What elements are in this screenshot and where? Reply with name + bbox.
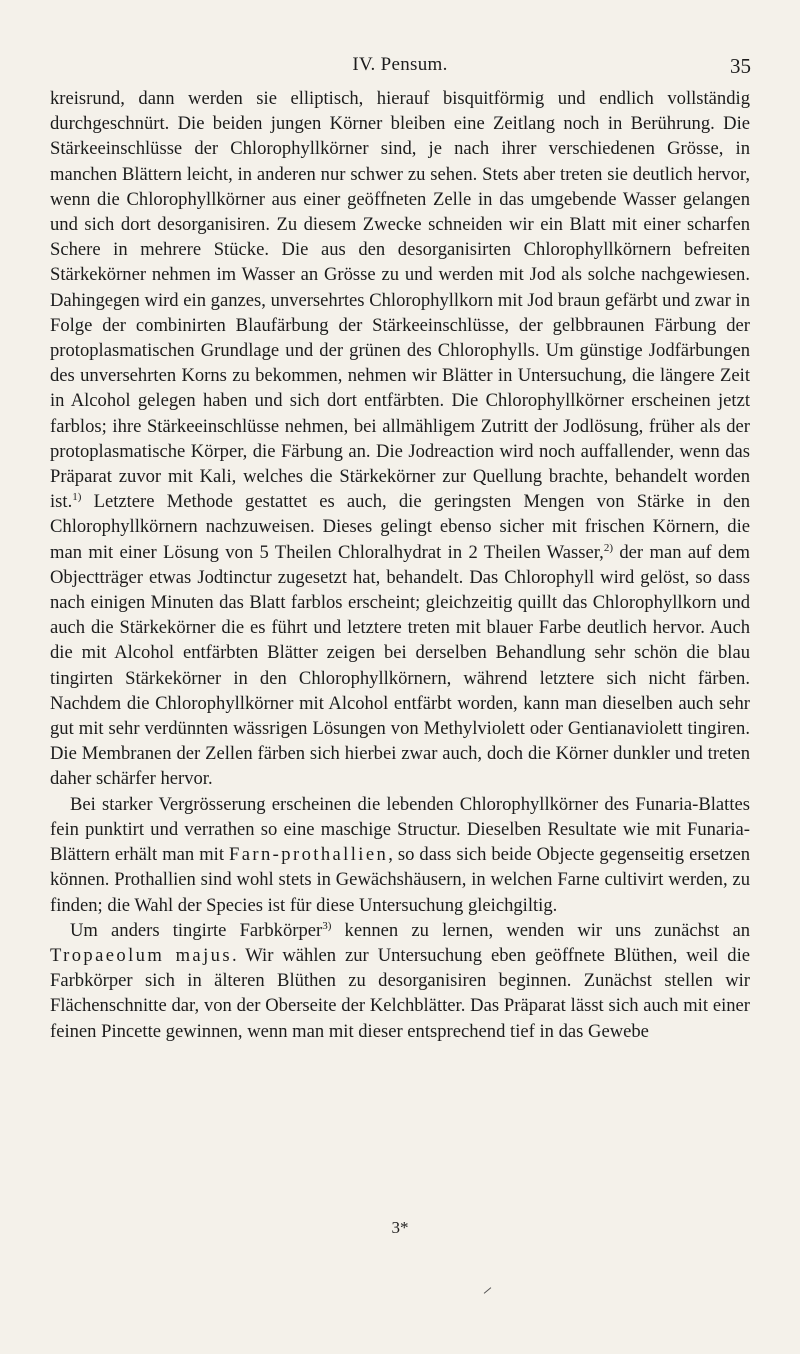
paragraph-text: , so dass sich beide Objecte gegenseitig ersetzen können. Prothallien sind wohl stets in Gewächshäusern, in welchen Farne cultivirt werden, zu finden; die Wahl der Species ist für diese Untersuchung gleichgiltig. <box>50 844 750 916</box>
paragraph <box>50 86 750 792</box>
paragraph-text: . Wir wählen zur Untersuchung eben geöffnete Blüthen, weil die Farbkörper sich in älteren Blüthen zu desorganisiren beginnen. Zunächst stellen wir Flächenschnitte dar, von der Oberseite der Kelchblätter. Das Präparat lässt sich auch mit einer feinen Pincette gewinnen, wenn man mit dieser entsprechend tief in das Gewebe <box>50 944 750 1042</box>
page-header <box>0 48 800 78</box>
running-head: IV. Pensum. <box>352 54 448 75</box>
footnote-marker: 1) <box>72 491 82 504</box>
footnote-marker: 2) <box>603 541 613 554</box>
signature-mark: 3* <box>391 1218 409 1237</box>
paragraph <box>50 792 750 918</box>
paragraph-text: Um anders tingirte Farbkörper <box>70 919 323 941</box>
paragraph-text: Bei starker Vergrösserung erscheinen die lebenden Chlorophyllkörner des Funaria-Blattes fein punktirt und verrathen so eine maschige Structur. Dieselben Resultate wie mit Funaria-Blättern erhält man mit <box>50 793 750 866</box>
stray-pen-mark <box>484 1287 492 1294</box>
paragraph-text: der man auf dem Objectträger etwas Jodtinctur zugesetzt hat, behandelt. Das Chlorophyll wird gelöst, so dass nach einigen Minuten das Blatt farblos erscheint; gleichzeitig quillt das Chlorophyllkorn und auch die Stärkekörner die es führt und letztere treten mit blauer Farbe deutlich hervor. Auch die mit Alcohol entfärbten Blätter zeigen bei derselben Behandlung sehr schön die blau tingirten Stärkekörner in den Chlorophyllkörnern, während letztere sich nicht färben. Nachdem die Chlorophyllkörner mit Alcohol entfärbt worden, kann man dieselben auch sehr gut mit sehr verdünnten wässrigen Lösungen von Methylviolett oder Gentianaviolett tingiren. Die Membranen der Zellen färben sich hierbei zwar auch, doch die Körner dunkler und treten daher schärfer hervor. <box>50 541 750 790</box>
paragraph-text: Letztere Methode gestattet es auch, die geringsten Mengen von Stärke in den Chlorophyllkörnern nachzuweisen. Dieses gelingt ebenso sicher mit frischen Körnern, die man mit einer Lösung von 5 Theilen Chloralhydrat in 2 Theilen Wasser, <box>50 491 750 563</box>
emphasized-term: Tropaeolum majus <box>50 944 232 966</box>
paragraph-text: kreisrund, dann werden sie elliptisch, hierauf bisquitförmig und endlich vollständig durchgeschnürt. Die beiden jungen Körner bleiben eine Zeitlang noch in Berührung. Die Stärkeeinschlüsse der Chlorophyllkörner sind, je nach ihrer verschiedenen Grösse, in manchen Blättern leicht, in anderen nur schwer zu sehen. Stets aber treten sie deutlich hervor, wenn die Chlorophyllkörner aus einer geöffneten Zelle in das umgebende Wasser gelangen und sich dort desorganisiren. Zu diesem Zwecke schneiden wir ein Blatt mit einer scharfen Schere in mehrere Stücke. Die aus den desorganisirten Chlorophyllkörnern befreiten Stärkekörner nehmen im Wasser an Grösse zu und werden mit Jod als solche nachgewiesen. Dahingegen wird ein ganzes, unversehrtes Chlorophyllkorn mit Jod braun gefärbt und zwar in Folge der combinirten Blaufärbung der Stärkeeinschlüsse, der gelbbraunen Färbung der protoplasmatischen Grundlage und der grünen des Chlorophylls. Um günstige Jodfärbungen des unversehrten Korns zu bekommen, nehmen wir Blätter in Untersuchung, die längere Zeit in Alcohol gelegen haben und sich dort entfärbten. Die Chlorophyllkörner erscheinen jetzt farblos; ihre Stärkeeinschlüsse nehmen, bei allmähligem Zutritt der Jodlösung, früher als der protoplasmatische Körper, die Färbung an. Die Jodreaction wird noch auffallender, wenn das Präparat zuvor mit Kali, welches die Stärkekörner zur Quellung brachte, behandelt worden ist. <box>50 88 750 513</box>
emphasized-term: Farn-prothallien <box>229 844 389 866</box>
page-number: 35 <box>730 54 751 78</box>
body-text <box>50 86 750 1044</box>
paragraph-text: kennen zu lernen, wenden wir uns zunächst an <box>331 919 750 941</box>
footnote-marker: 3) <box>322 919 332 932</box>
paragraph <box>50 918 750 1044</box>
